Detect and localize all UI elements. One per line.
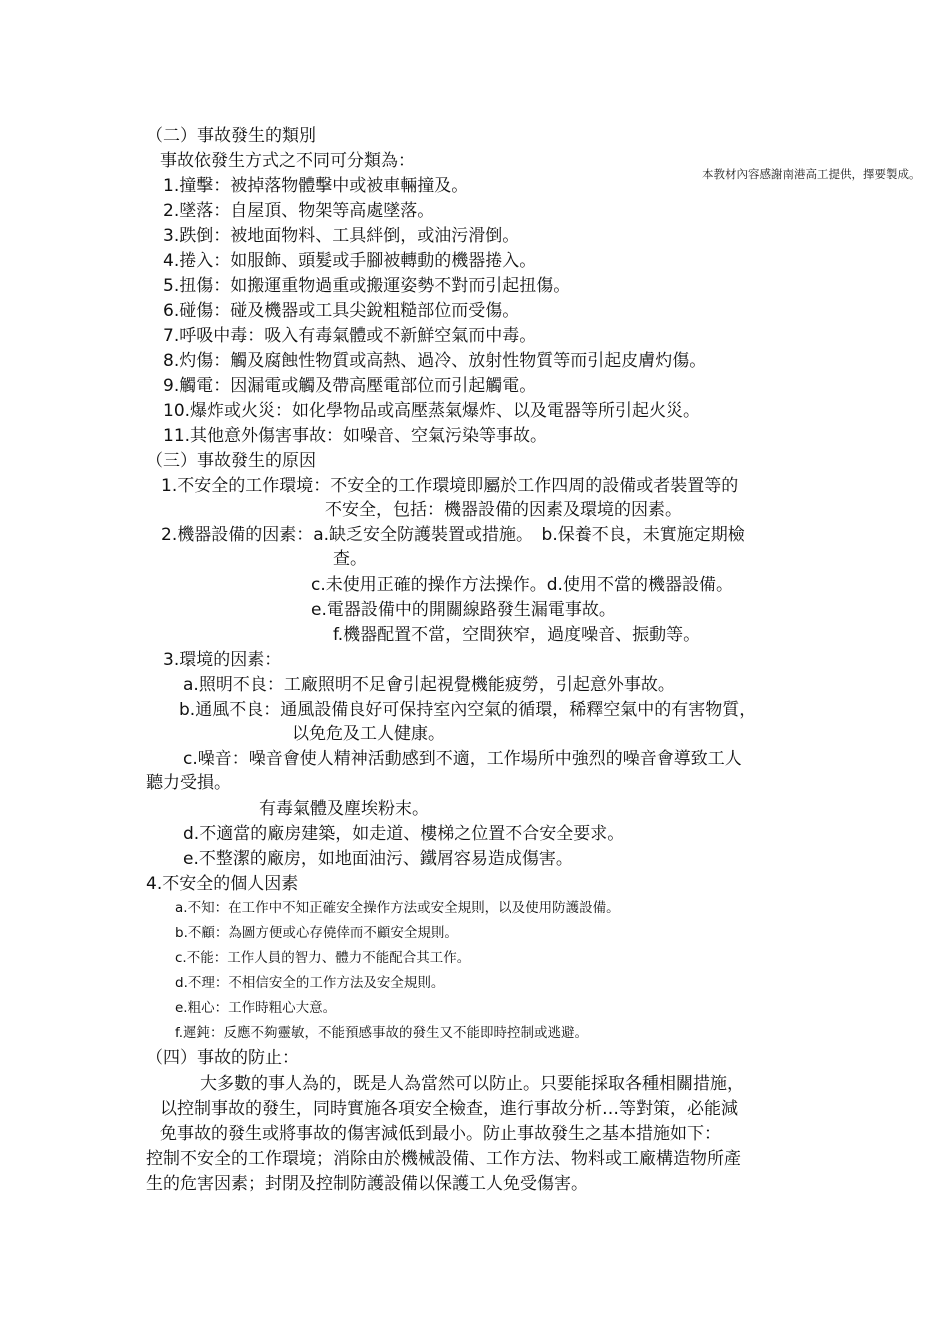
env-factor-untidy: e.不整潔的廠房，如地面油污、鐵屑容易造成傷害。 [183,849,573,869]
personal-factor: d.不理：不相信安全的工作方法及安全規則。 [175,975,445,991]
env-factor-ventilation: b.通風不良：通風設備良好可保持室內空氣的循環，稀釋空氣中的有害物質， [179,700,757,720]
cause-item-env-factors: 3.環境的因素： [163,650,282,670]
personal-factor: a.不知：在工作中不知正確安全操作方法或安全規則，以及使用防護設備。 [175,900,620,916]
prevention-paragraph-line: 生的危害因素；封閉及控制防護設備以保護工人免受傷害。 [146,1174,588,1194]
categories-intro: 事故依發生方式之不同可分類為： [160,151,415,171]
personal-factor: e.粗心：工作時粗心大意。 [175,1000,337,1016]
cause-item-personal: 4.不安全的個人因素 [146,874,299,894]
machine-factor-e: e.電器設備中的開關線路發生漏電事故。 [311,600,616,620]
prevention-paragraph-line: 控制不安全的工作環境；消除由於機械設備、工作方法、物料或工廠構造物所產 [146,1149,741,1169]
category-item: 11.其他意外傷害事故：如噪音、空氣污染等事故。 [163,426,548,446]
category-item: 4.捲入：如服飾、頭髮或手腳被轉動的機器捲入。 [163,251,537,271]
section-heading-categories: （二）事故發生的類別 [146,126,316,146]
env-factor-noise: c.噪音：噪音會使人精神活動感到不適，工作場所中強烈的噪音會導致工人 [183,749,742,769]
machine-factor-cd: c.未使用正確的操作方法操作。d.使用不當的機器設備。 [311,575,733,595]
category-item: 10.爆炸或火災：如化學物品或高壓蒸氣爆炸、以及電器等所引起火災。 [163,401,701,421]
cause-item-machine-cont: 查。 [333,549,367,569]
machine-factor-f: f.機器配置不當，空間狹窄，過度噪音、振動等。 [333,625,701,645]
category-item: 9.觸電：因漏電或觸及帶高壓電部位而引起觸電。 [163,376,537,396]
env-factor-ventilation-cont: 以免危及工人健康。 [292,724,445,744]
personal-factor: c.不能：工作人員的智力、體力不能配合其工作。 [175,950,471,966]
personal-factor: f.遲鈍：反應不夠靈敏，不能預感事故的發生又不能即時控制或逃避。 [175,1025,589,1041]
category-item: 8.灼傷：觸及腐蝕性物質或高熱、過冷、放射性物質等而引起皮膚灼傷。 [163,351,707,371]
prevention-paragraph-line: 大多數的事人為的，既是人為當然可以防止。只要能採取各種相關措施， [200,1074,744,1094]
personal-factor: b.不顧：為圖方便或心存僥倖而不顧安全規則。 [175,925,458,941]
category-item: 7.呼吸中毒：吸入有毒氣體或不新鮮空氣而中毒。 [163,326,537,346]
category-item: 6.碰傷：碰及機器或工具尖銳粗糙部位而受傷。 [163,301,520,321]
env-factor-gases: 有毒氣體及塵埃粉末。 [259,799,429,819]
section-heading-causes: （三）事故發生的原因 [146,451,316,471]
cause-item-environment: 1.不安全的工作環境：不安全的工作環境即屬於工作四周的設備或者裝置等的 [161,476,739,496]
category-item: 1.撞擊：被掉落物體擊中或被車輛撞及。 [163,176,469,196]
env-factor-lighting: a.照明不良：工廠照明不足會引起視覺機能疲勞，引起意外事故。 [183,675,675,695]
source-note: 本教材內容感謝南港高工提供，擇要製成。 [702,167,921,181]
cause-item-environment-cont: 不安全，包括：機器設備的因素及環境的因素。 [325,500,682,520]
prevention-paragraph-line: 免事故的發生或將事故的傷害減低到最小。防止事故發生之基本措施如下： [160,1124,721,1144]
env-factor-building: d.不適當的廠房建築，如走道、樓梯之位置不合安全要求。 [183,824,625,844]
env-factor-noise-cont: 聽力受損。 [146,773,231,793]
category-item: 2.墜落：自屋頂、物架等高處墜落。 [163,201,435,221]
category-item: 5.扭傷：如搬運重物過重或搬運姿勢不對而引起扭傷。 [163,276,571,296]
section-heading-prevention: （四）事故的防止： [146,1048,299,1068]
category-item: 3.跌倒：被地面物料、工具絆倒，或油污滑倒。 [163,226,520,246]
prevention-paragraph-line: 以控制事故的發生，同時實施各項安全檢查，進行事故分析…等對策，必能減 [160,1099,738,1119]
cause-item-machine: 2.機器設備的因素：a.缺乏安全防護裝置或措施。 b.保養不良，未實施定期檢 [161,525,745,545]
